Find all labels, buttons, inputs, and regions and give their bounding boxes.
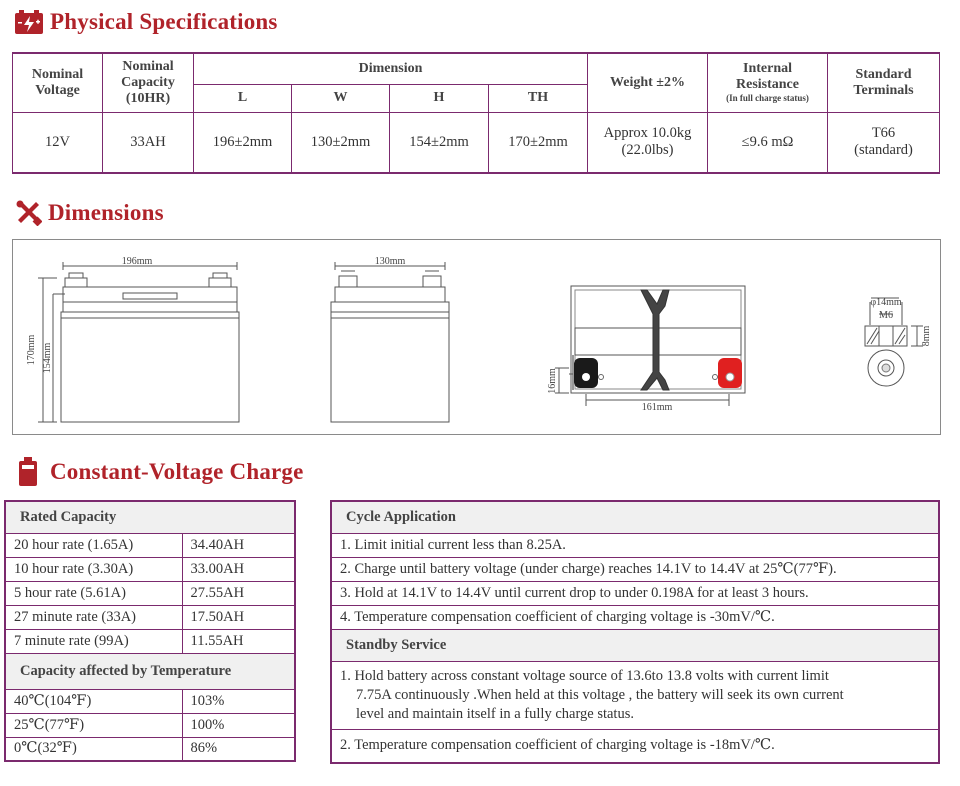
terminal-depth-label: 8mm: [921, 325, 932, 347]
header-w: W: [292, 84, 390, 112]
section-title: Physical Specifications: [50, 9, 278, 34]
section-title: Dimensions: [48, 200, 164, 225]
battery-icon: [18, 457, 38, 487]
front-inner-height-label: 154mm: [42, 342, 53, 374]
table-row: 5 hour rate (5.61A) 27.55AH: [5, 581, 295, 605]
charge-heading: [18, 457, 304, 487]
value-th: 170±2mm: [489, 112, 588, 173]
value-weight: Approx 10.0kg (22.0lbs): [588, 112, 708, 173]
value-resistance: ≤9.6 mΩ: [708, 112, 828, 173]
physical-spec-table: [12, 52, 940, 174]
table-row: 10 hour rate (3.30A) 33.00AH: [5, 557, 295, 581]
value-voltage: 12V: [13, 112, 103, 173]
header-weight: Weight ±2%: [588, 53, 708, 112]
list-item: 1. Limit initial current less than 8.25A.: [331, 533, 939, 557]
list-item: 1. Hold battery across constant voltage source of 13.6to 13.8 volts with current limit 7.75A continuously .When held at this voltage , the battery will seek its own current level and maintain itself in a fully charge status.: [331, 661, 939, 729]
list-item: 2. Temperature compensation coefficient of charging voltage is -18mV/℃.: [331, 729, 939, 763]
value-l: 196±2mm: [194, 112, 292, 173]
physical-specs-heading: [14, 9, 278, 35]
value-terminals: T66 (standard): [828, 112, 940, 173]
list-item: 4. Temperature compensation coefficient of charging voltage is -30mV/℃.: [331, 605, 939, 629]
header-standard-terminals: Standard Terminals: [828, 53, 940, 112]
header-dimension: Dimension: [194, 53, 588, 84]
temperature-title: Capacity affected by Temperature: [5, 653, 295, 689]
list-item: 3. Hold at 14.1V to 14.4V until current drop to under 0.198A for at least 3 hours.: [331, 581, 939, 605]
dimensions-heading: [16, 200, 164, 226]
side-width-label: 130mm: [374, 256, 406, 267]
table-row: 20 hour rate (1.65A) 34.40AH: [5, 533, 295, 557]
table-row: 40℃(104℉) 103%: [5, 689, 295, 713]
table-row: 0℃(32℉) 86%: [5, 737, 295, 761]
battery-drawings: [13, 240, 942, 436]
section-title: Constant-Voltage Charge: [50, 459, 304, 484]
header-l: L: [194, 84, 292, 112]
value-capacity: 33AH: [103, 112, 194, 173]
value-w: 130±2mm: [292, 112, 390, 173]
front-height-label: 170mm: [26, 334, 37, 366]
rated-capacity-title: Rated Capacity: [5, 501, 295, 533]
header-internal-resistance: Internal Resistance (In full charge status): [708, 53, 828, 112]
rated-capacity-table: [4, 500, 296, 762]
dimension-drawings: [12, 239, 941, 435]
terminal-thread-label: M6: [879, 310, 893, 321]
header-th: TH: [489, 84, 588, 112]
terminal-outer-label: φ14mm: [870, 297, 902, 308]
header-nominal-voltage: Nominal Voltage: [13, 53, 103, 112]
standby-title: Standby Service: [331, 629, 939, 661]
battery-flash-icon: [14, 9, 44, 35]
table-row: 7 minute rate (99A) 11.55AH: [5, 629, 295, 653]
top-span-label: 161mm: [641, 402, 673, 413]
header-h: H: [390, 84, 489, 112]
value-h: 154±2mm: [390, 112, 489, 173]
table-row: 25℃(77℉) 100%: [5, 713, 295, 737]
front-width-label: 196mm: [121, 256, 153, 267]
tools-icon: [16, 200, 42, 226]
table-row: 27 minute rate (33A) 17.50AH: [5, 605, 295, 629]
charge-method-table: [330, 500, 940, 764]
list-item: 2. Charge until battery voltage (under charge) reaches 14.1V to 14.4V at 25℃(77℉).: [331, 557, 939, 581]
header-nominal-capacity: Nominal Capacity (10HR): [103, 53, 194, 112]
cycle-title: Cycle Application: [331, 501, 939, 533]
top-offset-label: 16mm: [547, 368, 558, 394]
